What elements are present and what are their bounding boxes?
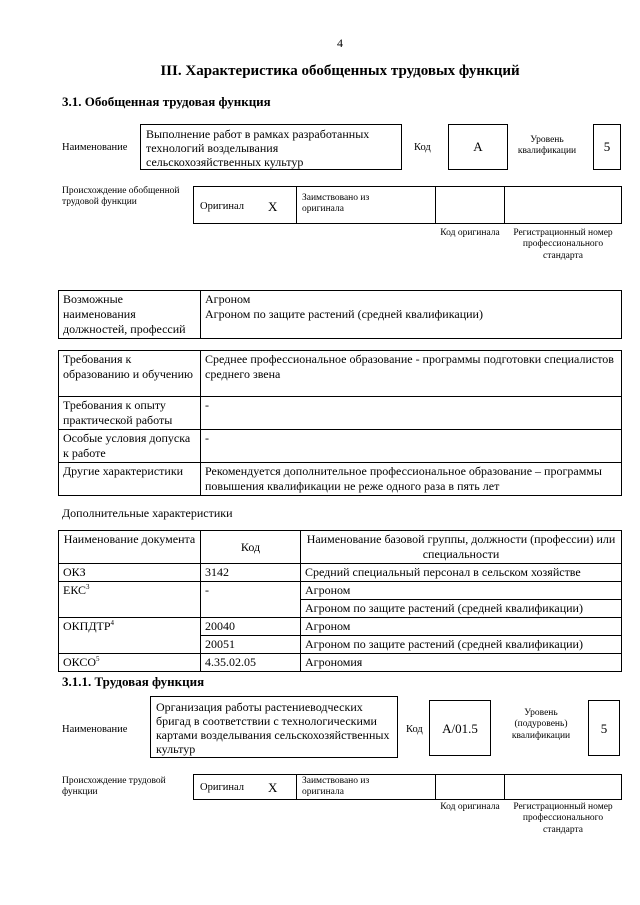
req-value: - [201,397,622,430]
gtf-name-label: Наименование [62,142,128,153]
req-label: Требования к опыту практической работы [59,397,201,430]
gtf-code-label: Код [414,142,431,153]
add-doc: ОКПДТР$^4$ [59,618,201,654]
add-doc: ОКЗ [59,564,201,582]
add-code: 20051 [201,636,301,654]
positions-values [201,291,622,339]
position-item: Агроном по защите растений (средней квалификации) [205,307,483,321]
tf-level-label: Уровень (подуровень) квалификации [511,708,571,741]
add-header-code: Код [201,531,301,564]
gtf-origin-label: Происхождение обобщенной трудовой функции [62,186,180,208]
req-label: Требования к образованию и обучению [59,351,201,397]
page-number: 4 [337,36,343,50]
gtf-name-value: Выполнение работ в рамках разработанных технологий возделывания сельскохозяйственных культур [146,127,370,169]
req-value: Рекомендуется дополнительное профессиональное образование – программы повышения квалификации не реже одного раза в пять лет [201,463,622,496]
section-title: III. Характеристика обобщенных трудовых функций [160,63,520,79]
additional-heading: Дополнительные характеристики [62,506,233,520]
tf-code-label: Код [406,724,423,735]
tf-name-value: Организация работы растениеводческих бригад в соответствии с технологическими картами возделывания сельскохозяйственных культур [156,700,390,756]
gtf-level-value: 5 [603,139,611,154]
gtf-orig-code-label: Код оригинала [440,228,500,238]
add-code: 4.35.02.05 [201,654,301,672]
tf-origin-label: Происхождение трудовой функции [62,776,166,798]
add-name: Агроном по защите растений (средней квалификации) [301,600,622,618]
gtf-code-box [448,124,508,170]
position-item: Агроном [205,292,251,306]
gtf-orig-code-cell [435,186,505,224]
add-name: Средний специальный персонал в сельском хозяйстве [301,564,622,582]
tf-code-value: A/01.5 [442,721,478,736]
add-header-doc: Наименование документа [59,531,201,564]
gtf-heading: 3.1. Обобщенная трудовая функция [62,94,271,109]
tf-orig-code-label: Код оригинала [440,802,500,812]
req-label: Другие характеристики [59,463,201,496]
add-doc: ЕКС$^3$ [59,582,201,618]
tf-level-box [588,700,620,756]
tf-borrowed-cell [296,774,436,800]
tf-code-box [429,700,491,756]
add-name: Агроном по защите растений (средней квалификации) [301,636,622,654]
add-code: 3142 [201,564,301,582]
tf-borrowed-label: Заимствовано из оригинала [302,776,370,798]
tf-reg-number-label: Регистрационный номер профессионального стандарта [513,802,613,835]
add-doc: ОКСО$^5$ [59,654,201,672]
req-value: Среднее профессиональное образование - программы подготовки специалистов среднего звена [201,351,622,397]
add-name: Агроном [301,582,622,600]
gtf-borrowed-cell [296,186,436,224]
tf-orig-code-cell [435,774,505,800]
gtf-level-box [593,124,621,170]
req-label: Особые условия допуска к работе [59,430,201,463]
positions-table [58,290,622,339]
gtf-original-label: Оригинал [200,201,244,212]
gtf-reg-number-label: Регистрационный номер профессионального стандарта [513,228,613,261]
tf-original-cell [193,774,297,800]
gtf-borrowed-label: Заимствовано из оригинала [302,193,370,215]
tf-name-box [150,696,398,758]
add-header-name: Наименование базовой группы, должности (профессии) или специальности [301,531,622,564]
gtf-name-box [140,124,402,170]
tf-original-mark: X [268,780,278,795]
req-value: - [201,430,622,463]
positions-label: Возможные наименования должностей, профессий [59,291,201,339]
add-code: 20040 [201,618,301,636]
tf-name-label: Наименование [62,724,128,735]
add-name: Агрономия [301,654,622,672]
tf-original-label: Оригинал [200,782,244,793]
gtf-reg-cell [504,186,622,224]
tf-reg-cell [504,774,622,800]
requirements-table [58,350,622,496]
gtf-code-value: A [473,139,483,154]
gtf-level-label: Уровень квалификации [517,135,577,157]
add-code: - [201,582,301,618]
gtf-original-cell [193,186,297,224]
additional-table [58,530,622,672]
tf-heading: 3.1.1. Трудовая функция [62,674,205,689]
tf-level-value: 5 [600,721,608,736]
add-name: Агроном [301,618,622,636]
gtf-original-mark: X [268,199,278,214]
